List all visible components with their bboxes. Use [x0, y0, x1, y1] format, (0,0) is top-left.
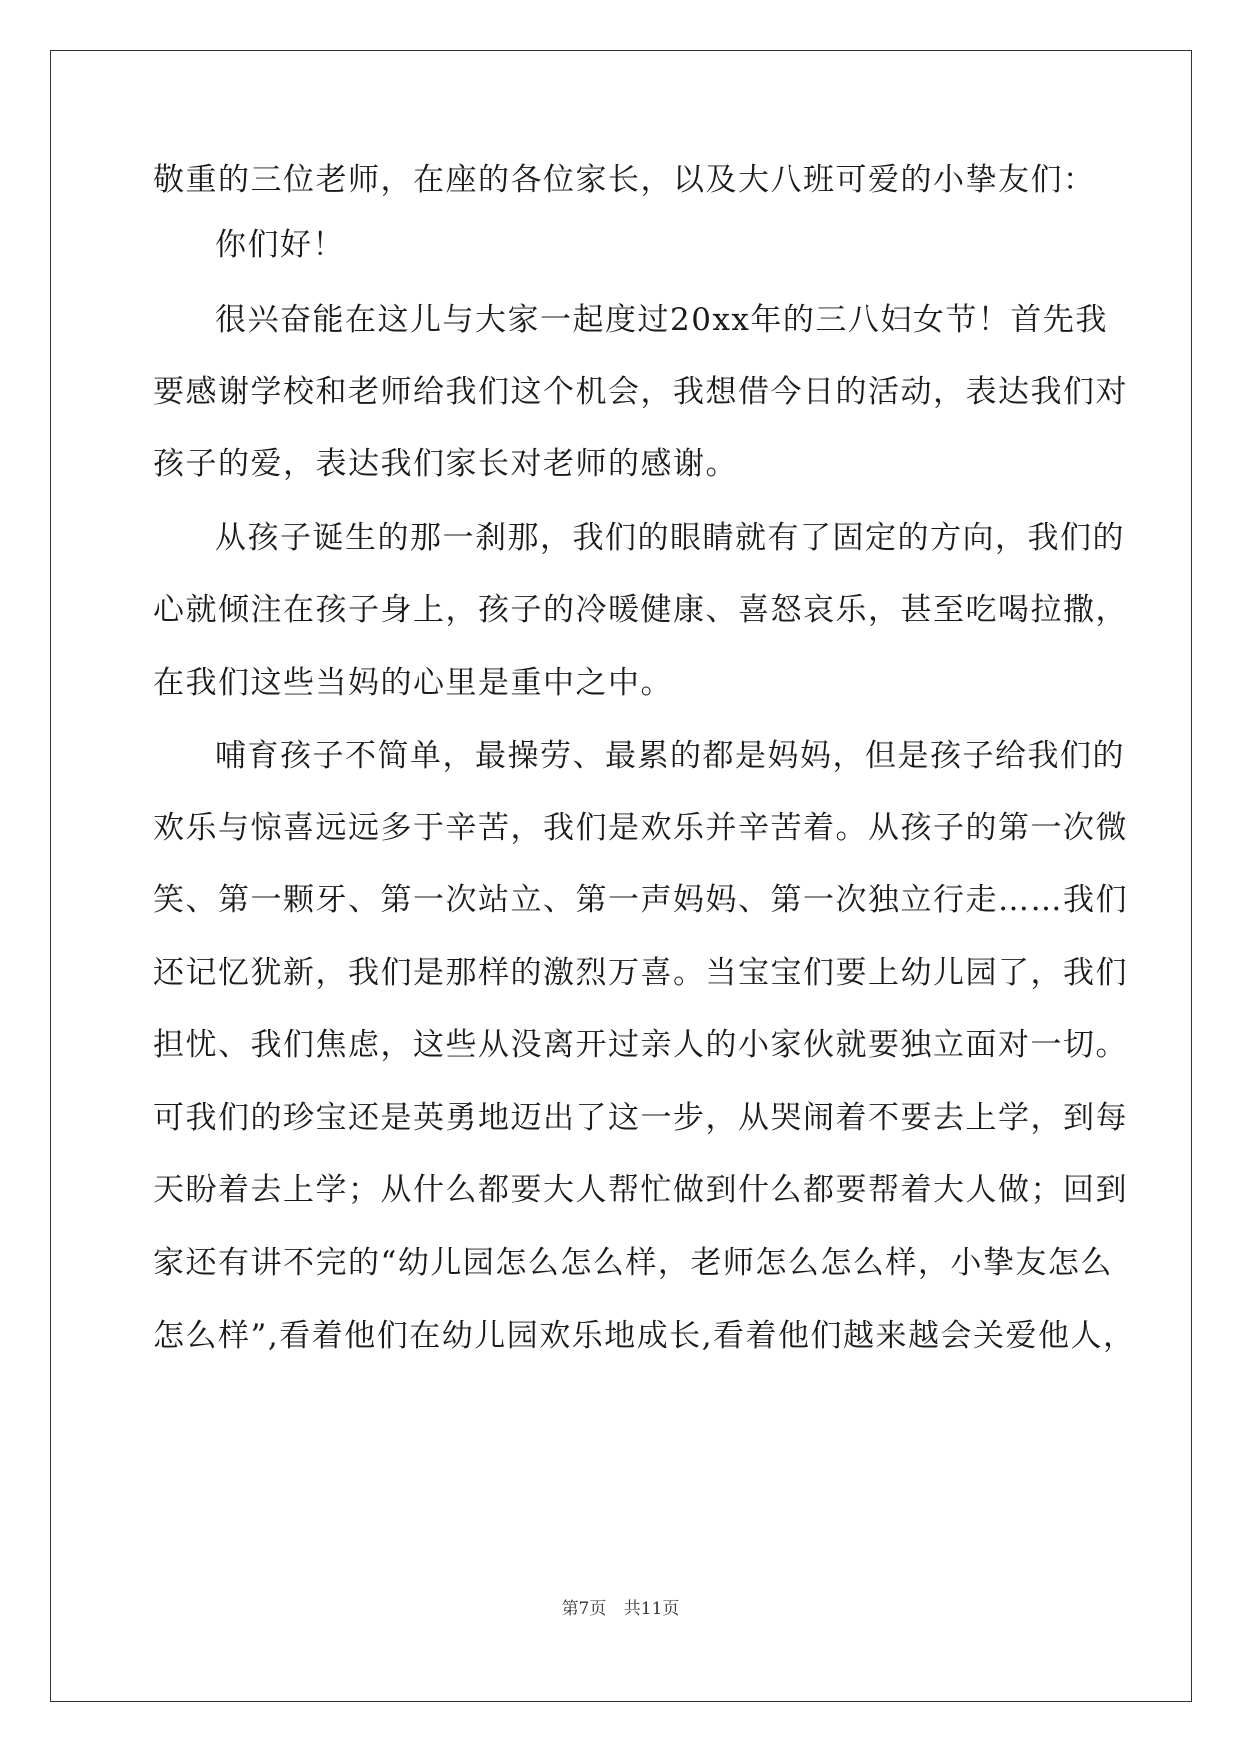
text-line: 很兴奋能在这儿与大家一起度过20xx年的三八妇女节！首先我 [215, 302, 1108, 338]
page-footer [0, 1597, 1241, 1621]
page-border [50, 50, 1192, 1702]
text-line: 怎么样”,看着他们在幼儿园欢乐地成长,看着他们越来越会关爱他人， [153, 1318, 1136, 1354]
text-line: 敬重的三位老师，在座的各位家长，以及大八班可爱的小挚友们： [153, 162, 1096, 198]
text-line: 你们好！ [215, 227, 345, 263]
page-number: 第7页 [561, 1599, 607, 1619]
text-line: 担忧、我们焦虑，这些从没离开过亲人的小家伙就要独立面对一切。 [153, 1027, 1128, 1063]
text-line: 笑、第一颗牙、第一次站立、第一声妈妈、第一次独立行走……我们 [153, 882, 1128, 918]
text-line: 孩子的爱，表达我们家长对老师的感谢。 [153, 446, 738, 482]
page-total: 共11页 [623, 1599, 680, 1619]
text-line: 哺育孩子不简单，最操劳、最累的都是妈妈，但是孩子给我们的 [215, 738, 1125, 774]
text-line: 心就倾注在孩子身上，孩子的冷暖健康、喜怒哀乐，甚至吃喝拉撒， [153, 592, 1128, 628]
text-line: 还记忆犹新，我们是那样的激烈万喜。当宝宝们要上幼儿园了，我们 [153, 955, 1128, 991]
text-line: 从孩子诞生的那一刹那，我们的眼睛就有了固定的方向，我们的 [215, 520, 1125, 556]
text-line: 在我们这些当妈的心里是重中之中。 [153, 665, 673, 701]
text-line: 家还有讲不完的“幼儿园怎么怎么样，老师怎么怎么样，小挚友怎么 [153, 1245, 1113, 1281]
text-line: 欢乐与惊喜远远多于辛苦，我们是欢乐并辛苦着。从孩子的第一次微 [153, 810, 1128, 846]
text-line: 要感谢学校和老师给我们这个机会，我想借今日的活动，表达我们对 [153, 374, 1128, 410]
text-line: 天盼着去上学；从什么都要大人帮忙做到什么都要帮着大人做；回到 [153, 1172, 1128, 1208]
text-line: 可我们的珍宝还是英勇地迈出了这一步，从哭闹着不要去上学，到每 [153, 1100, 1128, 1136]
